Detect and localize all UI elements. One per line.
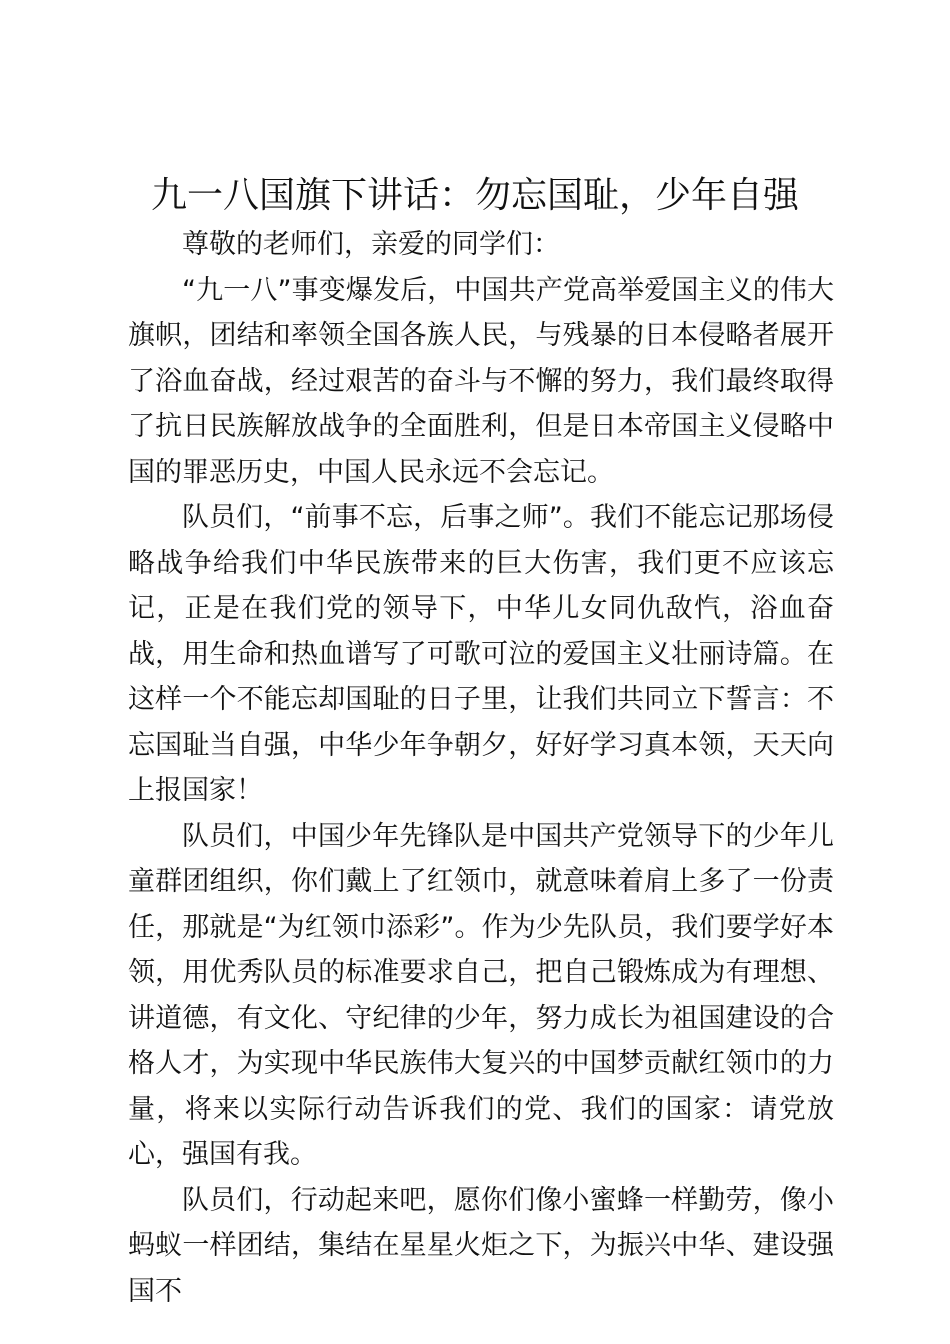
document-body	[128, 222, 834, 1314]
document-title: 九一八国旗下讲话：勿忘国耻，少年自强	[150, 175, 799, 216]
paragraph-2: 队员们，“前事不忘，后事之师”。我们不能忘记那场侵略战争给我们中华民族带来的巨大伤害，我们更不应该忘记，正是在我们党的领导下，中华儿女同仇敌忾，浴血奋战，用生命和热血谱写了可歌可泣的爱国主义壮丽诗篇。在这样一个不能忘却国耻的日子里，让我们共同立下誓言：不忘国耻当自强，中华少年争朝夕，好好学习真本领，天天向上报国家！	[128, 502, 834, 806]
paragraph-4: 队员们，行动起来吧，愿你们像小蜜蜂一样勤劳，像小蚂蚁一样团结，集结在星星火炬之下，为振兴中华、建设强国不	[128, 1184, 834, 1307]
greeting-paragraph: 尊敬的老师们，亲爱的同学们：	[182, 229, 560, 260]
paragraph-1: “九一八”事变爆发后，中国共产党高举爱国主义的伟大旗帜，团结和率领全国各族人民，与残暴的日本侵略者展开了浴血奋战，经过艰苦的奋斗与不懈的努力，我们最终取得了抗日民族解放战争的全面胜利，但是日本帝国主义侵略中国的罪恶历史，中国人民永远不会忘记。	[128, 274, 834, 488]
paragraph-3: 队员们，中国少年先锋队是中国共产党领导下的少年儿童群团组织，你们戴上了红领巾，就意味着肩上多了一份责任，那就是“为红领巾添彩”。作为少先队员，我们要学好本领，用优秀队员的标准要求自己，把自己锻炼成为有理想、讲道德，有文化、守纪律的少年，努力成长为祖国建设的合格人才，为实现中华民族伟大复兴的中国梦贡献红领巾的力量，将来以实际行动告诉我们的党、我们的国家：请党放心，强国有我。	[128, 820, 834, 1170]
